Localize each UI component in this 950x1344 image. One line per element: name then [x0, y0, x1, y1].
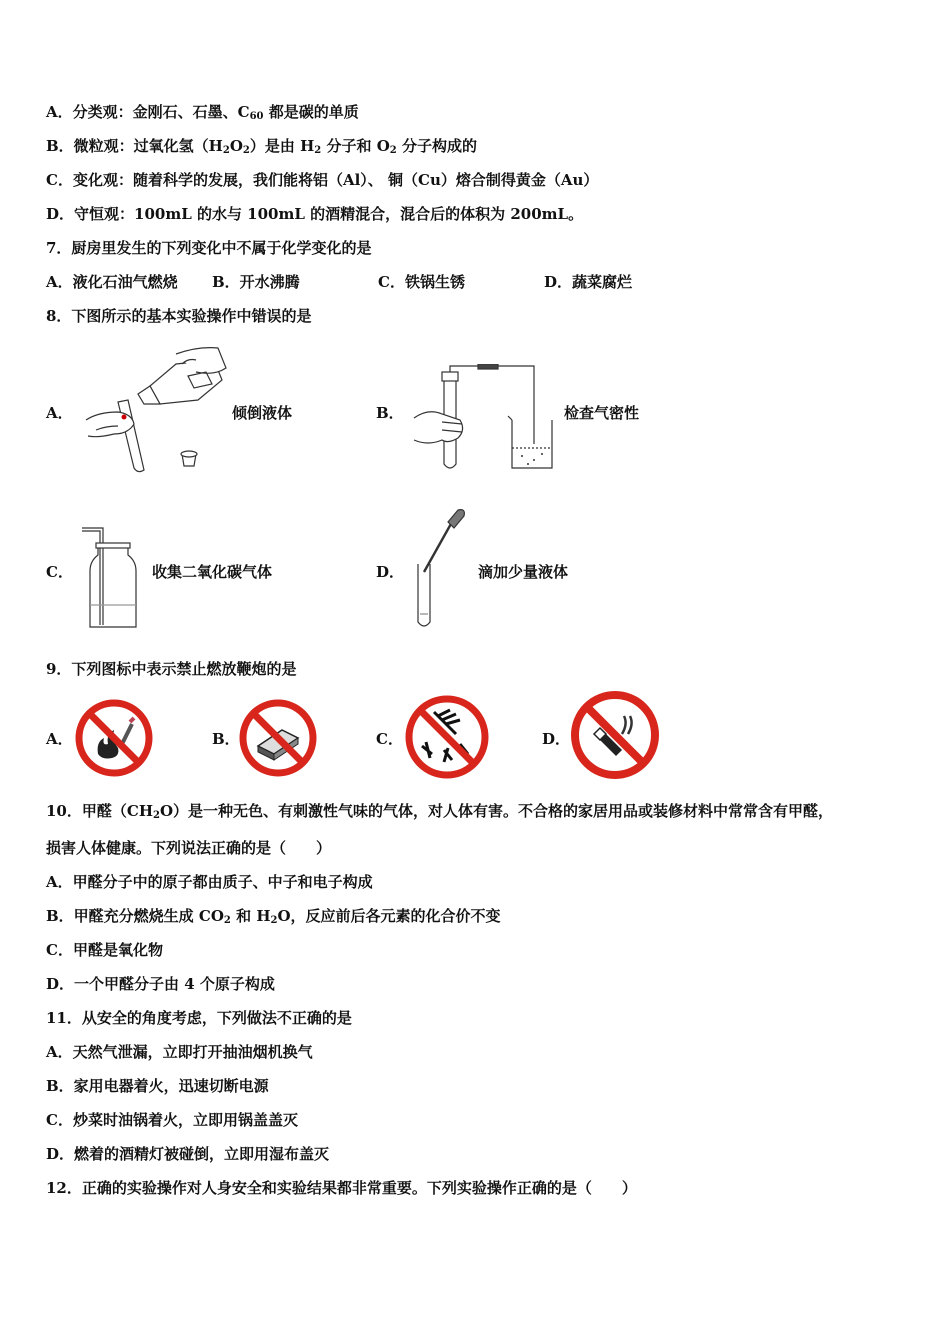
q9-label-c: C．: [376, 730, 403, 748]
q7-options: [46, 272, 632, 292]
q9-stem: 9．下列图标中表示禁止燃放鞭炮的是: [46, 660, 297, 678]
q10-stem-line1: [46, 801, 833, 826]
q9-label-d: D．: [542, 730, 571, 748]
q10-b-text: 和 H: [230, 907, 271, 925]
q10-stem-text: 10．甲醛（CH: [46, 802, 153, 820]
no-matches-sign-icon: [238, 698, 318, 778]
q8-caption-a: 倾倒液体: [232, 404, 293, 422]
q8-caption-c: 收集二氧化碳气体: [152, 563, 273, 581]
q6-a-sub: 60: [249, 111, 264, 122]
q11-stem: 11．从安全的角度考虑，下列做法不正确的是: [46, 1009, 352, 1027]
q6-b-sub: 2: [222, 145, 230, 156]
q11-option-a: A．天然气泄漏，立即打开抽油烟机换气: [46, 1043, 313, 1061]
q7-option-d: D．蔬菜腐烂: [544, 273, 633, 291]
q10-stem-line2: 损害人体健康。下列说法正确的是（ ）: [46, 839, 332, 857]
q12-stem: 12．正确的实验操作对人身安全和实验结果都非常重要。下列实验操作正确的是（ ）: [46, 1179, 637, 1197]
q11-option-d: D．燃着的酒精灯被碰倒，立即用湿布盖灭: [46, 1145, 330, 1163]
q6-b-text: ）是由 H: [249, 137, 315, 155]
q10-option-d: D．一个甲醛分子由 4 个原子构成: [46, 975, 275, 993]
pouring-liquid-figure: [78, 342, 228, 474]
q10-b-sub: 2: [270, 915, 278, 926]
q10-option-a: A．甲醛分子中的原子都由质子、中子和电子构成: [46, 873, 373, 891]
gas-bottle-figure: [78, 525, 144, 629]
q6-b-sub: 2: [389, 145, 397, 156]
q6-option-a: [46, 102, 359, 127]
q10-option-b: [46, 906, 501, 931]
gas-tightness-figure: [408, 364, 560, 476]
q6-option-b: [46, 136, 477, 161]
q8-label-c: C．: [46, 563, 73, 581]
q6-option-c: C．变化观：随着科学的发展，我们能将铝（Al）、 铜（Cu）熔合制得黄金（Au）: [46, 171, 599, 189]
dropper-figure: [408, 508, 468, 632]
q6-a-pre: A．分类观：金刚石、石墨、C: [46, 103, 250, 121]
q8-label-d: D．: [376, 563, 405, 581]
q10-b-text: B．甲醛充分燃烧生成 CO: [46, 907, 224, 925]
q9-label-b: B．: [212, 730, 240, 748]
q7-option-b: B．开水沸腾: [212, 273, 300, 291]
q10-stem-sub: 2: [153, 810, 160, 821]
q9-label-a: A．: [46, 730, 73, 748]
q10-stem-text: O）是一种无色、有刺激性气味的气体，对人体有害。不合格的家居用品或装修材料中常常含有甲醛，: [159, 802, 834, 820]
q10-option-c: C．甲醛是氧化物: [46, 941, 163, 959]
q11-option-c: C．炒菜时油锅着火，立即用锅盖盖灭: [46, 1111, 298, 1129]
q6-b-sub: 2: [314, 145, 322, 156]
no-fire-sign-icon: [74, 698, 154, 778]
q6-b-sub: 2: [242, 145, 250, 156]
q10-b-sub: 2: [223, 915, 231, 926]
q8-caption-d: 滴加少量液体: [478, 563, 569, 581]
no-smoking-sign-icon: [570, 690, 660, 780]
q8-caption-b: 检查气密性: [564, 404, 640, 422]
q6-b-text: 分子构成的: [396, 137, 477, 155]
q7-option-c: C．铁锅生锈: [378, 273, 465, 291]
q6-b-text: 分子和 O: [321, 137, 390, 155]
q8-label-a: A．: [46, 404, 73, 422]
q6-b-text: B．微粒观：过氧化氢（H: [46, 137, 223, 155]
q7-stem: 7．厨房里发生的下列变化中不属于化学变化的是: [46, 239, 372, 257]
q6-b-text: O: [229, 137, 243, 155]
q6-option-d: D．守恒观：100mL 的水与 100mL 的酒精混合，混合后的体积为 200mL。: [46, 205, 584, 223]
q7-option-a: A．液化石油气燃烧: [46, 273, 178, 291]
no-firecrackers-sign-icon: [404, 694, 490, 780]
q6-a-post: 都是碳的单质: [263, 103, 359, 121]
q11-option-b: B．家用电器着火，迅速切断电源: [46, 1077, 269, 1095]
q10-b-text: O，反应前后各元素的化合价不变: [277, 907, 501, 925]
q8-stem: 8．下图所示的基本实验操作中错误的是: [46, 307, 312, 325]
q8-label-b: B．: [376, 404, 404, 422]
